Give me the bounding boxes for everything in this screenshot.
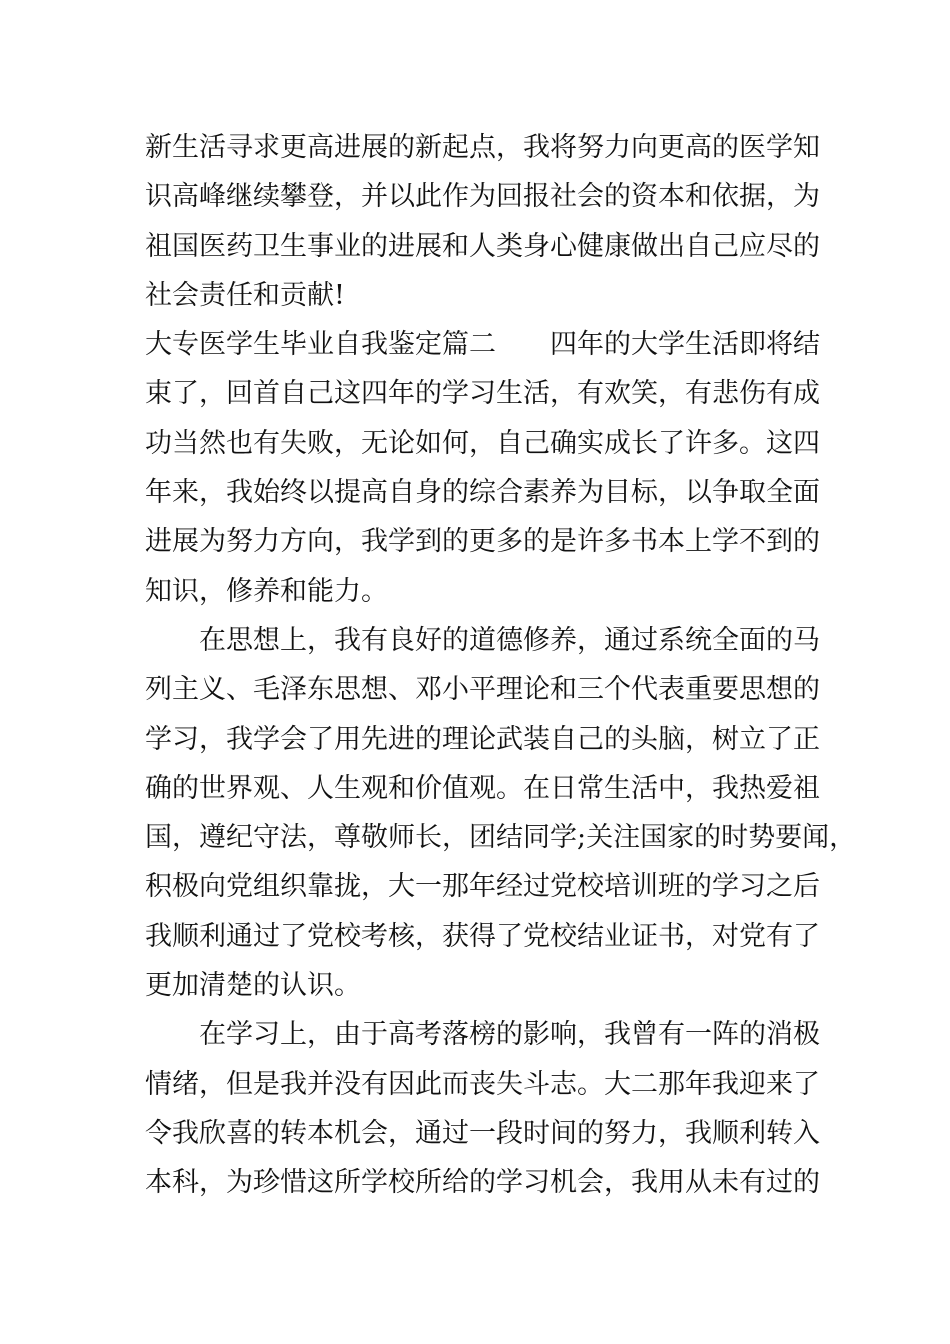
paragraph-first-line: 在思想上，我有良好的道德修养，通过系统全面的马 (199, 624, 820, 656)
text-line: 知识，修养和能力。 (145, 575, 388, 607)
section-heading: 大专医学生毕业自我鉴定篇二 (145, 329, 496, 361)
text-line: 学习，我学会了用先进的理论武装自己的头脑，树立了正 (145, 723, 820, 755)
text-line: 束了，回首自己这四年的学习生活，有欢笑，有悲伤有成 (145, 378, 820, 410)
text-line: 年来，我始终以提高自身的综合素养为目标，以争取全面 (145, 477, 820, 509)
text-line: 更加清楚的认识。 (145, 970, 361, 1002)
text-line: 我顺利通过了党校考核，获得了党校结业证书，对党有了 (145, 920, 820, 952)
text-line: 列主义、毛泽东思想、邓小平理论和三个代表重要思想的 (145, 674, 820, 706)
text-line: 确的世界观、人生观和价值观。在日常生活中，我热爱祖 (145, 772, 820, 804)
text-line: 令我欣喜的转本机会，通过一段时间的努力，我顺利转入 (145, 1117, 820, 1149)
document-body (145, 123, 857, 1208)
text-line: 祖国医药卫生事业的进展和人类身心健康做出自己应尽的 (145, 230, 820, 262)
text-line: 积极向党组织靠拢，大一那年经过党校培训班的学习之后 (145, 871, 820, 903)
text-line-start: 四年的大学生活即将结 (550, 329, 820, 361)
text-line: 国，遵纪守法，尊敬师长，团结同学;关注国家的时势要闻， (145, 822, 857, 854)
text-line: 本科，为珍惜这所学校所给的学习机会，我用从未有过的 (145, 1167, 820, 1199)
text-line: 进展为努力方向，我学到的更多的是许多书本上学不到的 (145, 526, 820, 558)
text-line: 情绪，但是我并没有因此而丧失斗志。大二那年我迎来了 (145, 1068, 820, 1100)
text-line: 社会责任和贡献! (145, 279, 345, 311)
text-line: 识高峰继续攀登，并以此作为回报社会的资本和依据，为 (145, 181, 820, 213)
section-heading-line (145, 320, 820, 369)
text-line: 功当然也有失败，无论如何，自己确实成长了许多。这四 (145, 427, 820, 459)
paragraph-first-line: 在学习上，由于高考落榜的影响，我曾有一阵的消极 (199, 1019, 820, 1051)
text-line: 新生活寻求更高进展的新起点，我将努力向更高的医学知 (145, 132, 820, 163)
